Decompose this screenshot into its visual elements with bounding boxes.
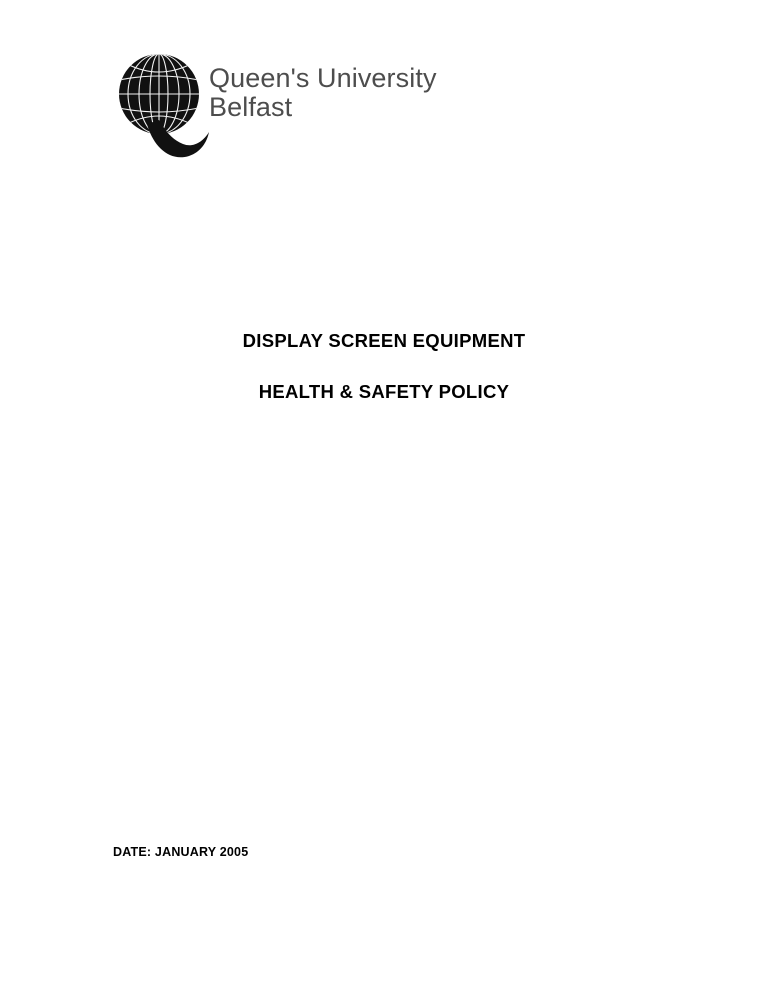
document-title-line-2: HEALTH & SAFETY POLICY: [258, 381, 510, 402]
queens-q-globe-icon: [113, 50, 213, 165]
document-title-line-1: DISPLAY SCREEN EQUIPMENT: [242, 330, 526, 351]
institution-logo: [113, 50, 533, 170]
institution-logo-text: [209, 64, 437, 121]
institution-name-line-2: Belfast: [209, 91, 293, 122]
document-date: DATE: JANUARY 2005: [113, 845, 249, 859]
document-title: [0, 330, 768, 403]
institution-name-line-1: Queen's University: [209, 63, 437, 93]
